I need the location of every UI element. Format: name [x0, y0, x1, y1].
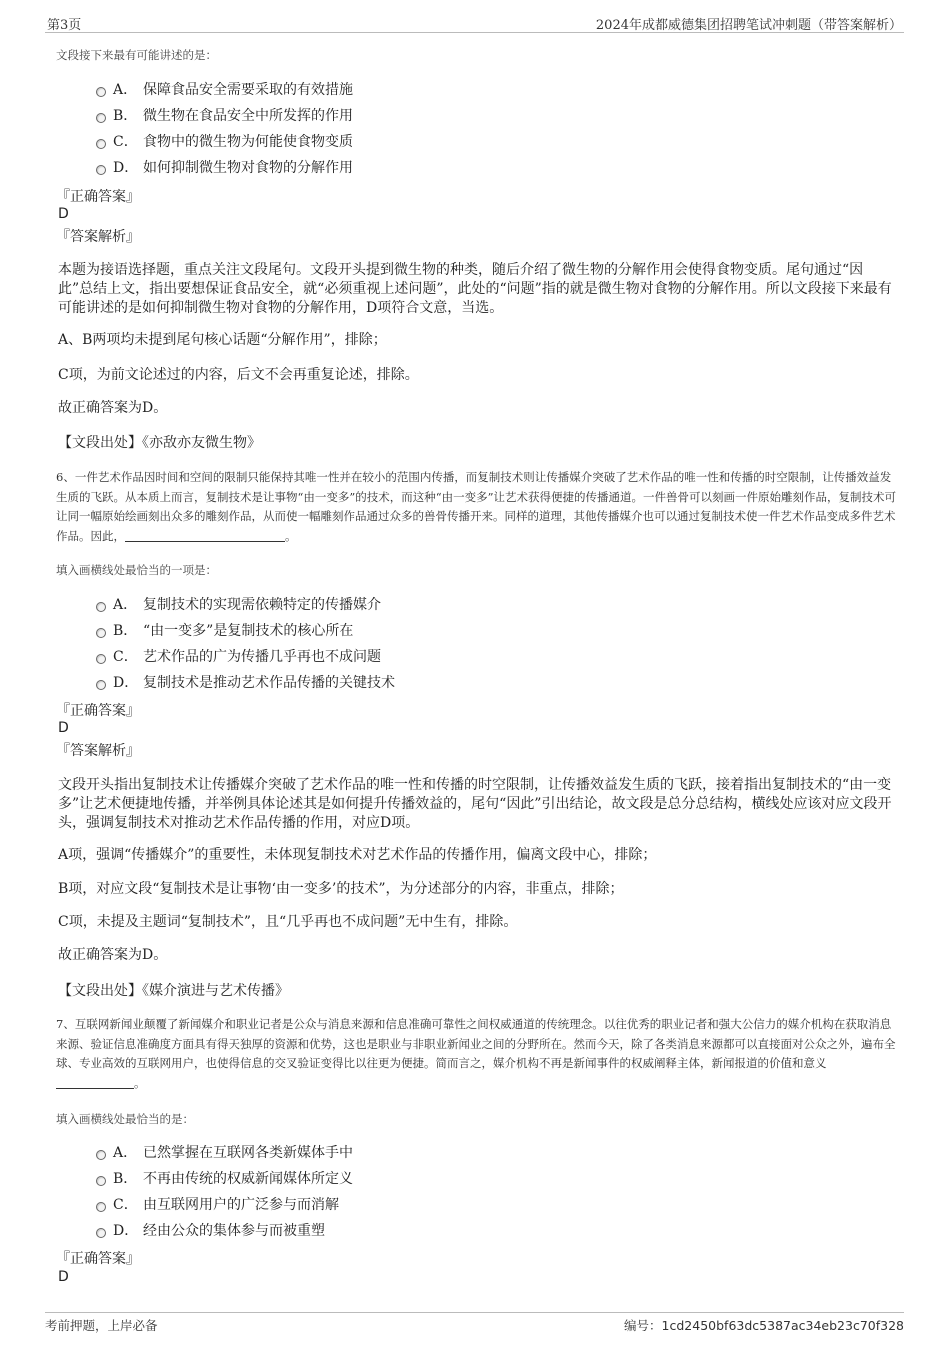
- page-header: [45, 0, 904, 33]
- q5-analysis-conclusion: 故正确答案为D。: [58, 400, 168, 416]
- q7-option-c[interactable]: C． 由互联网用户的广泛参与而消解: [96, 1192, 353, 1218]
- page-footer: [45, 1312, 904, 1339]
- q6-analysis-conclusion: 故正确答案为D。: [58, 947, 168, 963]
- q6-source: 【文段出处】《媒介演进与艺术传播》: [58, 983, 289, 999]
- q7-answer-label: 『正确答案』: [56, 1251, 140, 1267]
- footer-slogan: 考前押题，上岸必备: [45, 1318, 158, 1333]
- q7-prompt: 填入画横线处最恰当的是：: [56, 1112, 194, 1126]
- q6-analysis-paragraph: 文段开头指出复制技术让传播媒介突破了艺术作品的唯一性和传播的时空限制，让传播效益发生质的飞跃，接着指出复制技术的“由一变多”让艺术便捷地传播，并举例具体论述其是如何提升传播效益的，尾句“因此”引出结论，故文段是总分总结构，横线处应该对应文段开头，强调复制技术对推动艺术作品传播的作用，对应D项。: [58, 777, 892, 831]
- q5-option-a[interactable]: A． 保障食品安全需要采取的有效措施: [96, 77, 353, 103]
- radio-icon[interactable]: [96, 602, 106, 612]
- q6-options: [96, 592, 395, 696]
- q7-options: [96, 1140, 353, 1244]
- fill-blank: [125, 529, 285, 542]
- q6-stem: 6、一件艺术作品因时间和空间的限制只能保持其唯一性并在较小的范围内传播，而复制技术则让传播媒介突破了艺术作品的唯一性和传播的时空限制，让传播效益发生质的飞跃。从本质上而言，复制技术是让事物“由一变多”的技术，而这种“由一变多”让艺术获得便捷的传播通道。一件兽骨可以刻画一件原始雕刻作品，复制技术可让同一幅原始绘画刻出众多的雕刻作品，从而使一幅雕刻作品通过众多的兽骨传播开来。同样的道理，其他传播媒介也可以通过复制技术使一件艺术作品变成多件艺术作品。因此， 。: [56, 470, 897, 543]
- q5-options: [96, 77, 353, 181]
- q6-option-c[interactable]: C． 艺术作品的广为传播几乎再也不成问题: [96, 644, 395, 670]
- q5-answer: D: [58, 206, 69, 222]
- q5-analysis-label: 『答案解析』: [56, 229, 140, 245]
- radio-icon[interactable]: [96, 1176, 106, 1186]
- q7-answer: D: [58, 1269, 69, 1285]
- q5-option-b[interactable]: B． 微生物在食品安全中所发挥的作用: [96, 103, 353, 129]
- q5-option-c[interactable]: C． 食物中的微生物为何能使食物变质: [96, 129, 353, 155]
- radio-icon[interactable]: [96, 654, 106, 664]
- q5-source: 【文段出处】《亦敌亦友微生物》: [58, 435, 261, 451]
- radio-icon[interactable]: [96, 87, 106, 97]
- q6-option-b[interactable]: B． “由一变多”是复制技术的核心所在: [96, 618, 395, 644]
- q6-option-d[interactable]: D． 复制技术是推动艺术作品传播的关键技术: [96, 670, 395, 696]
- radio-icon[interactable]: [96, 139, 106, 149]
- q6-analysis-paragraph: B项，对应文段“复制技术是让事物‘由一变多’的技术”，为分述部分的内容，非重点，排除；: [58, 881, 624, 897]
- q7-option-a[interactable]: A． 已然掌握在互联网各类新媒体手中: [96, 1140, 353, 1166]
- q5-analysis-paragraph: A、B两项均未提到尾句核心话题“分解作用”，排除；: [58, 332, 387, 348]
- q6-analysis-label: 『答案解析』: [56, 743, 140, 759]
- q7-stem: 7、互联网新闻业颠覆了新闻媒介和职业记者是公众与消息来源和信息准确可靠性之间权威通道的传统理念。以往优秀的职业记者和强大公信力的媒介机构在获取消息来源、验证信息准确度方面具有得天独厚的资源和优势，这也是职业与非职业新闻业之间的分野所在。然而今天，除了各类消息来源都可以直接面对公众之外，遍布全球、专业高效的互联网用户，也使得信息的交叉验证变得比以往更为便捷。简而言之，媒介机构不再是新闻事件的权威阐释主体，新闻报道的价值和意义。: [56, 1017, 896, 1090]
- radio-icon[interactable]: [96, 1202, 106, 1212]
- q5-prompt: 文段接下来最有可能讲述的是：: [56, 48, 217, 62]
- document-title: 2024年成都威德集团招聘笔试冲刺题（带答案解析）: [595, 18, 902, 33]
- q6-prompt: 填入画横线处最恰当的一项是：: [56, 563, 217, 577]
- radio-icon[interactable]: [96, 1228, 106, 1238]
- page-number: 第3页: [47, 18, 82, 33]
- radio-icon[interactable]: [96, 113, 106, 123]
- radio-icon[interactable]: [96, 628, 106, 638]
- q6-analysis-paragraph: A项，强调“传播媒介”的重要性，未体现复制技术对艺术作品的传播作用，偏离文段中心，排除；: [58, 847, 657, 863]
- radio-icon[interactable]: [96, 1150, 106, 1160]
- q5-option-d[interactable]: D． 如何抑制微生物对食物的分解作用: [96, 155, 353, 181]
- radio-icon[interactable]: [96, 680, 106, 690]
- document-code: 编号：1cd2450bf63dc5387ac34eb23c70f328: [624, 1318, 904, 1333]
- q7-option-b[interactable]: B． 不再由传统的权威新闻媒体所定义: [96, 1166, 353, 1192]
- q5-analysis-paragraph: 本题为接语选择题，重点关注文段尾句。文段开头提到微生物的种类，随后介绍了微生物的分解作用会使得食物变质。尾句通过“因此”总结上文，指出要想保证食品安全，就“必须重视上述问题”，此处的“问题”指的就是微生物对食物的分解作用。所以文段接下来最有可能讲述的是如何抑制微生物对食物的分解作用，D项符合文意，当选。: [58, 262, 892, 316]
- q6-analysis-paragraph: C项，未提及主题词“复制技术”，且“几乎再也不成问题”无中生有，排除。: [58, 914, 518, 930]
- q6-option-a[interactable]: A． 复制技术的实现需依赖特定的传播媒介: [96, 592, 395, 618]
- q7-option-d[interactable]: D． 经由公众的集体参与而被重塑: [96, 1218, 353, 1244]
- q5-analysis-paragraph: C项，为前文论述过的内容，后文不会再重复论述，排除。: [58, 367, 419, 383]
- q5-answer-label: 『正确答案』: [56, 189, 140, 205]
- radio-icon[interactable]: [96, 165, 106, 175]
- fill-blank: [56, 1076, 134, 1089]
- q6-answer: D: [58, 720, 69, 736]
- q6-answer-label: 『正确答案』: [56, 703, 140, 719]
